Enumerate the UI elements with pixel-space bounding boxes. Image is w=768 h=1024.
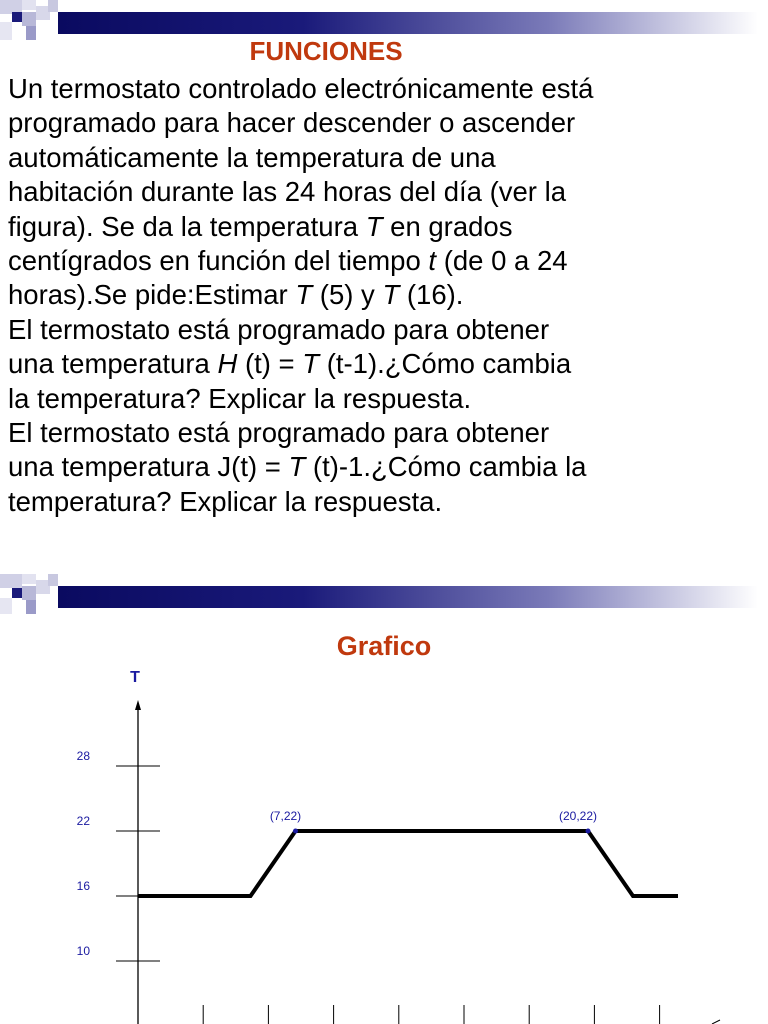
x-axis-arrow	[712, 1020, 720, 1024]
text-run: (t) =	[237, 348, 303, 380]
text-run: programado para hacer descender o ascender	[8, 107, 576, 139]
text-run: Un termostato controlado electrónicamente está	[8, 73, 594, 104]
text-run: (5) y	[312, 279, 383, 311]
chart-title: Grafico	[336, 631, 432, 661]
text-run: (16).	[399, 279, 464, 311]
text-run: una temperatura	[8, 348, 218, 380]
variable-text: t	[428, 245, 437, 277]
text-run: horas).Se pide:Estimar	[8, 279, 296, 311]
y-axis-label: T	[130, 669, 140, 686]
variable-text: T	[382, 279, 400, 311]
annotation-point	[586, 829, 591, 834]
text-run: figura). Se da la temperatura	[8, 210, 366, 242]
text-run: en grados	[382, 210, 513, 242]
y-axis-arrow	[135, 700, 141, 710]
text-run: habitación durante las 24 horas del día (ver la	[8, 176, 566, 208]
annotation-point	[293, 829, 298, 834]
text-run: centígrados en función del tiempo	[8, 245, 429, 277]
text-run: la temperatura? Explicar la respuesta.	[8, 382, 472, 414]
text-run: (t)-1.¿Cómo cambia la	[305, 451, 587, 483]
variable-text: T	[302, 348, 320, 380]
text-run: (de 0 a 24	[436, 245, 568, 277]
variable-text: H	[217, 348, 238, 380]
y-tick-label: 22	[76, 814, 90, 828]
text-run: El termostato está programado para obtener	[8, 313, 550, 345]
variable-text: T	[295, 279, 313, 311]
text-run: automáticamente la temperatura de una	[8, 141, 496, 173]
variable-text: T	[288, 451, 306, 483]
text-run: temperatura? Explicar la respuesta.	[8, 485, 443, 517]
y-tick-label: 28	[76, 749, 90, 763]
y-tick-label: 10	[76, 944, 90, 958]
slide-title: FUNCIONES	[249, 36, 403, 66]
variable-text: T	[365, 210, 383, 242]
y-tick-label: 16	[76, 879, 90, 893]
annotation-label: (7,22)	[269, 809, 302, 823]
text-run: (t-1).¿Cómo cambia	[319, 348, 572, 380]
text-run: una temperatura J(t) =	[8, 451, 289, 483]
annotation-label: (20,22)	[558, 809, 598, 823]
text-run: El termostato está programado para obtener	[8, 417, 550, 449]
temperature-line	[138, 831, 678, 896]
